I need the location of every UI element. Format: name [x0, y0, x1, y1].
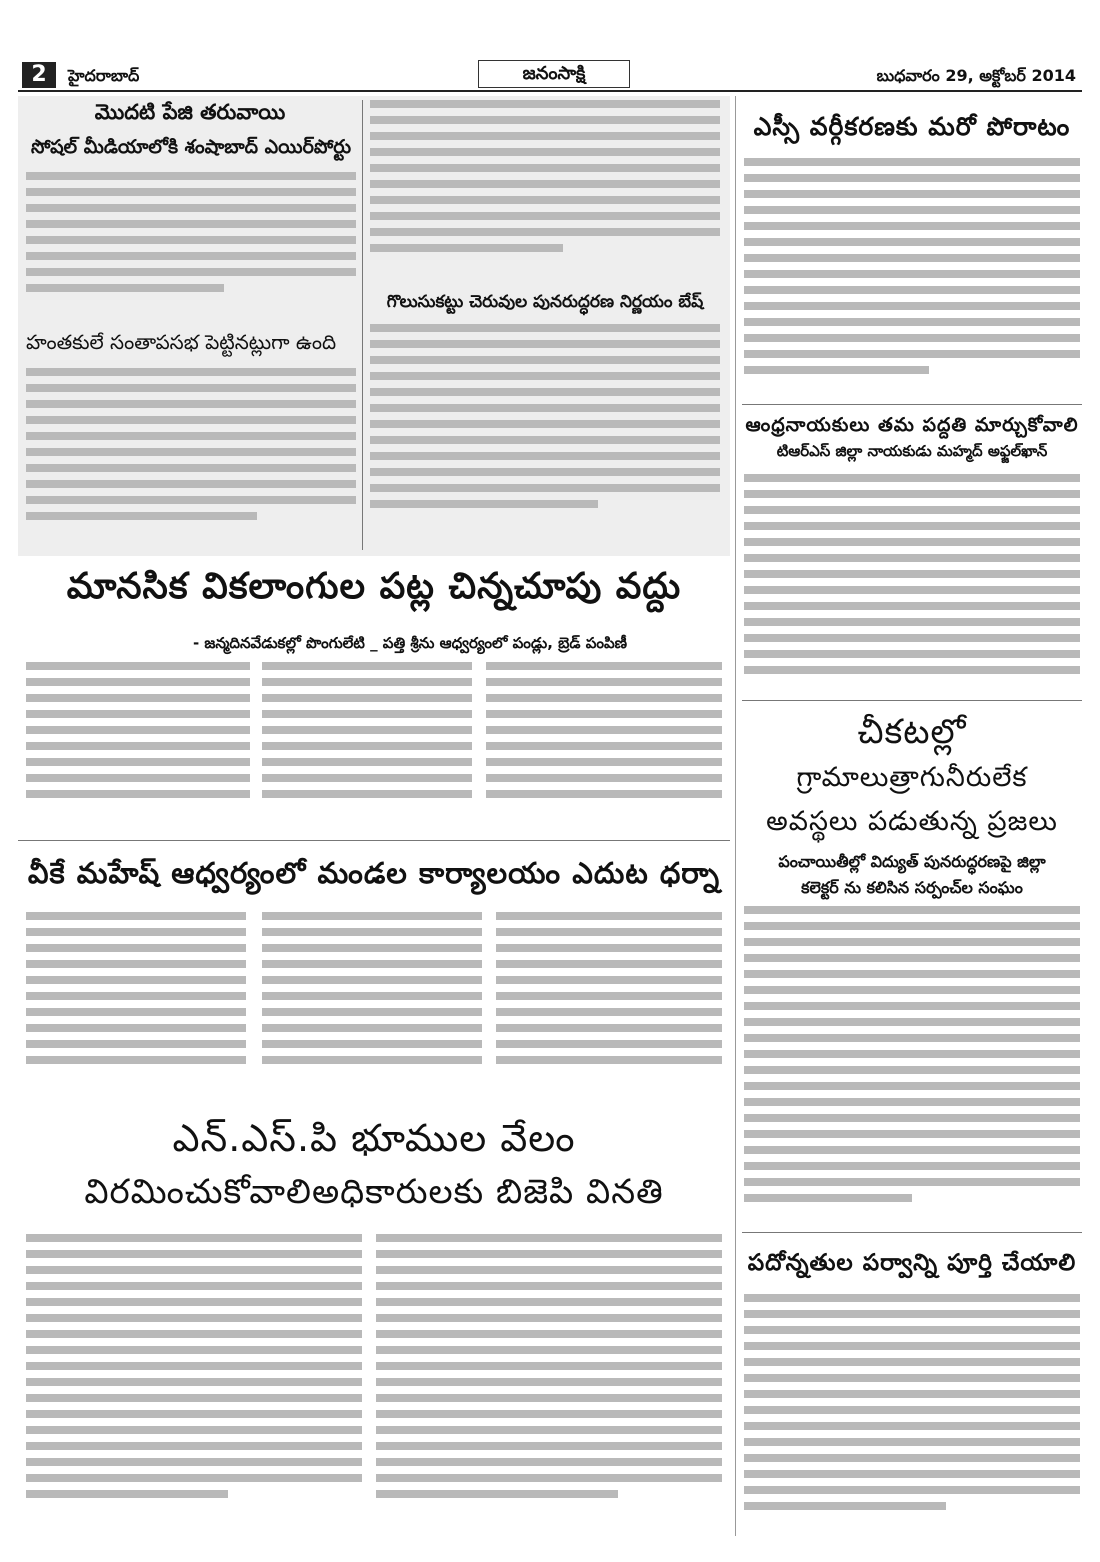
mental-health-subheadline: - జన్మదినవేడుకల్లో పొంగులేటి _ పత్తి శ్రీను ఆధ్వర్యంలో పండ్లు, బ్రెడ్ పంపిణీ: [192, 634, 628, 652]
city-label: హైదరాబాద్: [68, 66, 140, 85]
ponds-headline: గొలుసుకట్టు చెరువుల పునరుద్ధరణ నిర్ణయం బేష్: [386, 292, 704, 312]
sc-headline: ఎస్సీ వర్గీకరణకు మరో పోరాటం: [753, 112, 1071, 141]
section-divider: [742, 404, 1082, 405]
condolence-article: [26, 368, 356, 548]
mental-health-article-col1: [26, 662, 250, 822]
section-divider: [18, 840, 730, 841]
newspaper-logo: జనంసాక్షి: [478, 60, 630, 88]
sc-article: [744, 158, 1080, 406]
dark-subheadline-line1: పంచాయితీల్లో విద్యుత్ పునరుద్ధరణపై జిల్లా: [778, 852, 1046, 871]
page-number: 2: [22, 62, 56, 88]
right-column-divider: [735, 96, 736, 1536]
issue-date: బుధవారం 29, అక్టోబర్ 2014: [876, 66, 1076, 85]
andhra-article: [744, 474, 1080, 694]
promotion-article: [744, 1294, 1080, 1534]
dharna-headline: వీకే మహేష్ ఆధ్వర్యంలో మండల కార్యాలయం ఎదుట ధర్నా: [27, 856, 721, 890]
nsp-headline-line2: విరమించుకోవాలిఅధికారులకు బిజెపి వినతి: [84, 1172, 664, 1212]
dark-headline-line2: గ్రామాలుత్రాగునీరులేక: [796, 762, 1028, 793]
dark-article: [744, 906, 1080, 1226]
dark-headline-line3: అవస్థలు పడుతున్న ప్రజలు: [766, 806, 1058, 837]
dharna-article-col2: [262, 912, 482, 1092]
promotion-headline: పదోన్నతుల పర్వాన్ని పూర్తి చేయాలి: [747, 1250, 1077, 1276]
nsp-article-col1: [26, 1234, 362, 1534]
dark-subheadline-line2: కలెక్టర్ ను కలిసిన సర్పంచ్‌ల సంఘం: [801, 878, 1023, 897]
dark-headline-line1: చీకటల్లో: [857, 712, 967, 752]
mental-health-article-col2: [262, 662, 472, 822]
section-divider: [742, 700, 1082, 701]
andhra-headline: ఆంధ్రనాయకులు తమ పద్దతి మార్చుకోవాలి: [745, 414, 1079, 436]
first-page-continuation-article: [370, 100, 720, 280]
mental-health-headline: మానసిక వికలాంగుల పట్ల చిన్నచూపు వద్దు: [66, 566, 682, 607]
andhra-subheadline: టిఆర్ఎస్ జిల్లా నాయకుడు మహ్మద్ అఫ్జల్‌ఖాన్: [776, 442, 1048, 460]
continuation-title: మొదటి పేజి తరువాయి: [94, 100, 286, 124]
nsp-article-col2: [376, 1234, 722, 1534]
condolence-headline: హంతకులే సంతాపసభ పెట్టినట్లుగా ఉంది: [26, 330, 337, 354]
nsp-headline-line1: ఎన్.ఎస్.పి భూముల వేలం: [172, 1116, 576, 1160]
dharna-article-col1: [26, 912, 246, 1092]
section-divider: [742, 1232, 1082, 1233]
ponds-article: [370, 324, 720, 549]
dharna-article-col3: [496, 912, 722, 1092]
airport-headline: సోషల్ మీడియాలోకి శంషాబాద్ ఎయిర్‌పోర్టు: [30, 136, 352, 158]
column-divider: [362, 100, 363, 550]
airport-article: [26, 172, 356, 322]
mental-health-article-col3: [486, 662, 722, 822]
